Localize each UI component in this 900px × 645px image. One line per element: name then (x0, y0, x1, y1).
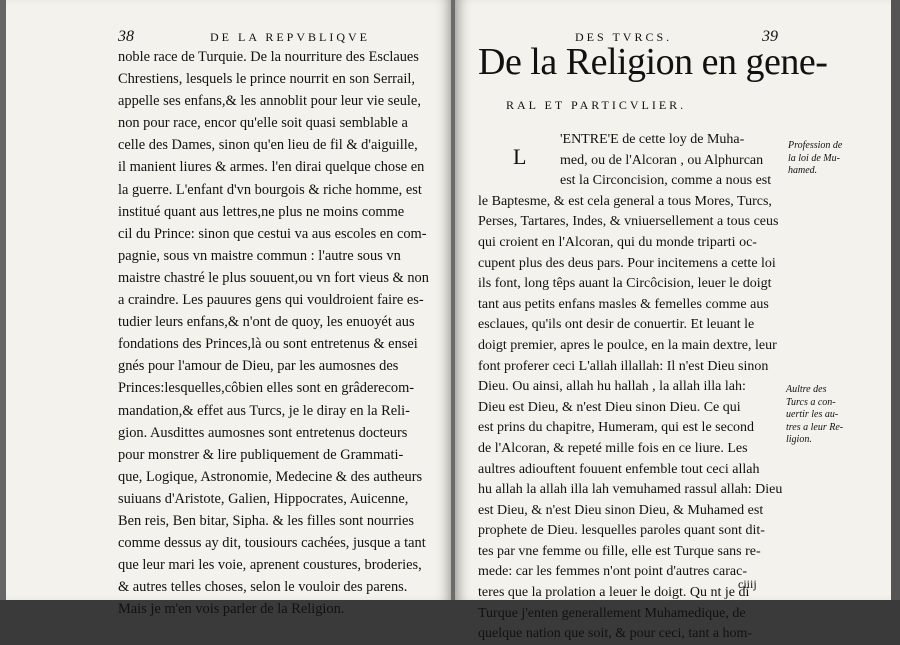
text-line: aultres adiouftent fouuent enfemble tout ceci allah (478, 461, 760, 477)
margin-note-line: ligion. (786, 434, 812, 445)
text-line: Princes:lesquelles,côbien elles sont en grâderecom- (118, 380, 415, 397)
text-line: fondations des Princes,là ou sont entretenus & ensei (118, 336, 418, 353)
text-line: pagnie, sous vn maistre commun : l'autre sous vn (118, 247, 401, 264)
text-line: a craindre. Les pauures gens qui vouldroient faire es- (118, 292, 424, 309)
text-line: le Baptesme, & est cela general a tous Mores, Turcs, (478, 193, 772, 209)
text-line: institué quant aus lettres,ne plus ne moins comme (118, 203, 405, 220)
text-line: & autres telles choses, selon le vouloir des parens. (118, 579, 408, 596)
text-line: tes par vne femme ou fille, elle est Turque sans re- (478, 543, 761, 559)
text-line: que leur mari les voie, aprenent coustures, broderies, (118, 557, 422, 574)
text-line: pour monstrer & lire publiquement de Grammati- (118, 446, 404, 463)
text-line: comme dessus ay dit, tousiours cachées, jusque a tant (118, 535, 426, 552)
text-line: Mais je m'en vois parler de la Religion. (118, 601, 345, 618)
text-line: esclaues, qu'ils ont desir de conuertir. Et leuant le (478, 317, 755, 333)
chapter-subheading: RAL ET PARTICVLIER. (506, 98, 687, 112)
text-line: noble race de Turquie. De la nourriture des Esclaues (118, 49, 419, 65)
margin-note-line: hamed. (788, 165, 818, 176)
chapter-heading: De la Religion en gene- (478, 41, 828, 83)
drop-cap: L (513, 144, 527, 169)
text-line: qui croient en l'Alcoran, qui du monde triparti oc- (478, 234, 757, 250)
text-line: hu allah la allah illa lah vemuhamed rassul allah: Dieu (478, 482, 783, 498)
margin-note-conversion (786, 384, 843, 447)
text-line: Chrestiens, lesquels le prince nourrit en son Serrail, (118, 71, 415, 88)
margin-note-line: Profession de (788, 140, 843, 151)
text-line: Dieu est Dieu, & n'est Dieu sinon Dieu. Ce qui (478, 399, 741, 415)
text-line: gnés pour l'amour de Dieu, par les aumosnes des (118, 358, 399, 375)
text-line: la guerre. L'enfant d'vn bourgois & riche homme, est (118, 181, 422, 198)
text-line: il manient liures & armes. l'en dirai quelque chose en (118, 159, 425, 176)
text-line: maistre chastré le plus souuent,ou vn fort vieus & non (118, 269, 429, 286)
margin-note-line: uertir les au- (786, 409, 839, 420)
text-line: Dieu. Ou ainsi, allah hu hallah , la allah illa lah: (478, 379, 746, 395)
text-line: est Dieu, & n'est Dieu sinon Dieu, & Muhamed est (478, 502, 764, 518)
text-line: doigt premier, apres le poulce, en la main dextre, leur (478, 337, 777, 353)
text-line: mede: car les femmes n'ont point d'autres carac- (478, 564, 747, 580)
text-line: Turque j'enten generallement Muhamedique, de (478, 605, 746, 621)
text-line: tant aus petits enfans masles & femelles comme aus (478, 296, 769, 312)
text-line: que, Logique, Astronomie, Medecine & des autheurs (118, 468, 423, 485)
margin-note-line: Turcs a con- (786, 396, 836, 408)
right-body-text (478, 130, 783, 645)
text-line: tudier leurs enfans,& n'ont de quoy, les enuoyét aus (118, 314, 415, 331)
text-line: quelque nation que soit, & pour ceci, tant a hom- (478, 626, 753, 642)
text-line: suiuans d'Aristote, Galien, Hippocrates, Auicenne, (118, 490, 409, 507)
left-folio: 38 (118, 28, 134, 45)
text-line: est la Circoncision, comme a nous est (560, 173, 772, 189)
text-line: Ben reis, Ben bitar, Sipha. & les filles sont nourries (118, 512, 414, 529)
text-line: cupent plus des deus pars. Pour incitemens a cette loi (478, 255, 776, 271)
text-line: teres que la prolation a leuer le doigt. Qu nt je di (478, 585, 750, 601)
text-line: 'ENTRE'E de cette loy de Muha- (560, 132, 745, 147)
text-line: Perses, Tartares, Indes, & vniuersellement a tous ceus (478, 214, 779, 230)
margin-note-line: Aultre des (786, 384, 827, 395)
left-running-head: DE LA REPVBLIQVE (210, 30, 370, 44)
text-line: med, ou de l'Alcoran , ou Alphurcan (560, 152, 764, 168)
catchword: ciiij (738, 577, 757, 591)
text-line: ils font, long têps auant la Circôcision, leuer le doigt (478, 276, 772, 292)
text-line: mandation,& effet aus Turcs, je le diray en la Reli- (118, 402, 410, 419)
text-line: celle des Dames, sinon qu'en lieu de fil & d'aiguille, (118, 137, 418, 154)
text-line: gion. Ausdittes aumosnes sont entretenus docteurs (118, 424, 408, 441)
margin-note-profession (788, 140, 842, 178)
text-line: appelle ses enfans,& les annoblit pour leur vie seule, (118, 93, 421, 110)
right-folio: 39 (762, 28, 778, 45)
text-line: prophete de Dieu. lesquelles paroles quant sont dit- (478, 523, 765, 539)
text-line: font proferer ceci L'allah illallah: Il n'est Dieu sinon (478, 358, 769, 374)
text-line: de l'Alcoran, & repeté mille fois en ce liure. Les (478, 440, 748, 456)
right-running-head: DES TVRCS. (575, 30, 673, 44)
text-line: est prins du chapitre, Humeram, qui est le second (478, 420, 755, 436)
text-line: non pour race, encor qu'elle soit quasi semblable a (118, 115, 408, 132)
left-body-text (118, 46, 436, 620)
margin-note-line: tres a leur Re- (786, 421, 844, 433)
margin-note-line: la loi de Mu- (788, 152, 840, 164)
text-line: cil du Prince: sinon que cestui va aus escoles en com- (118, 225, 427, 242)
book-edge-right (891, 0, 900, 600)
